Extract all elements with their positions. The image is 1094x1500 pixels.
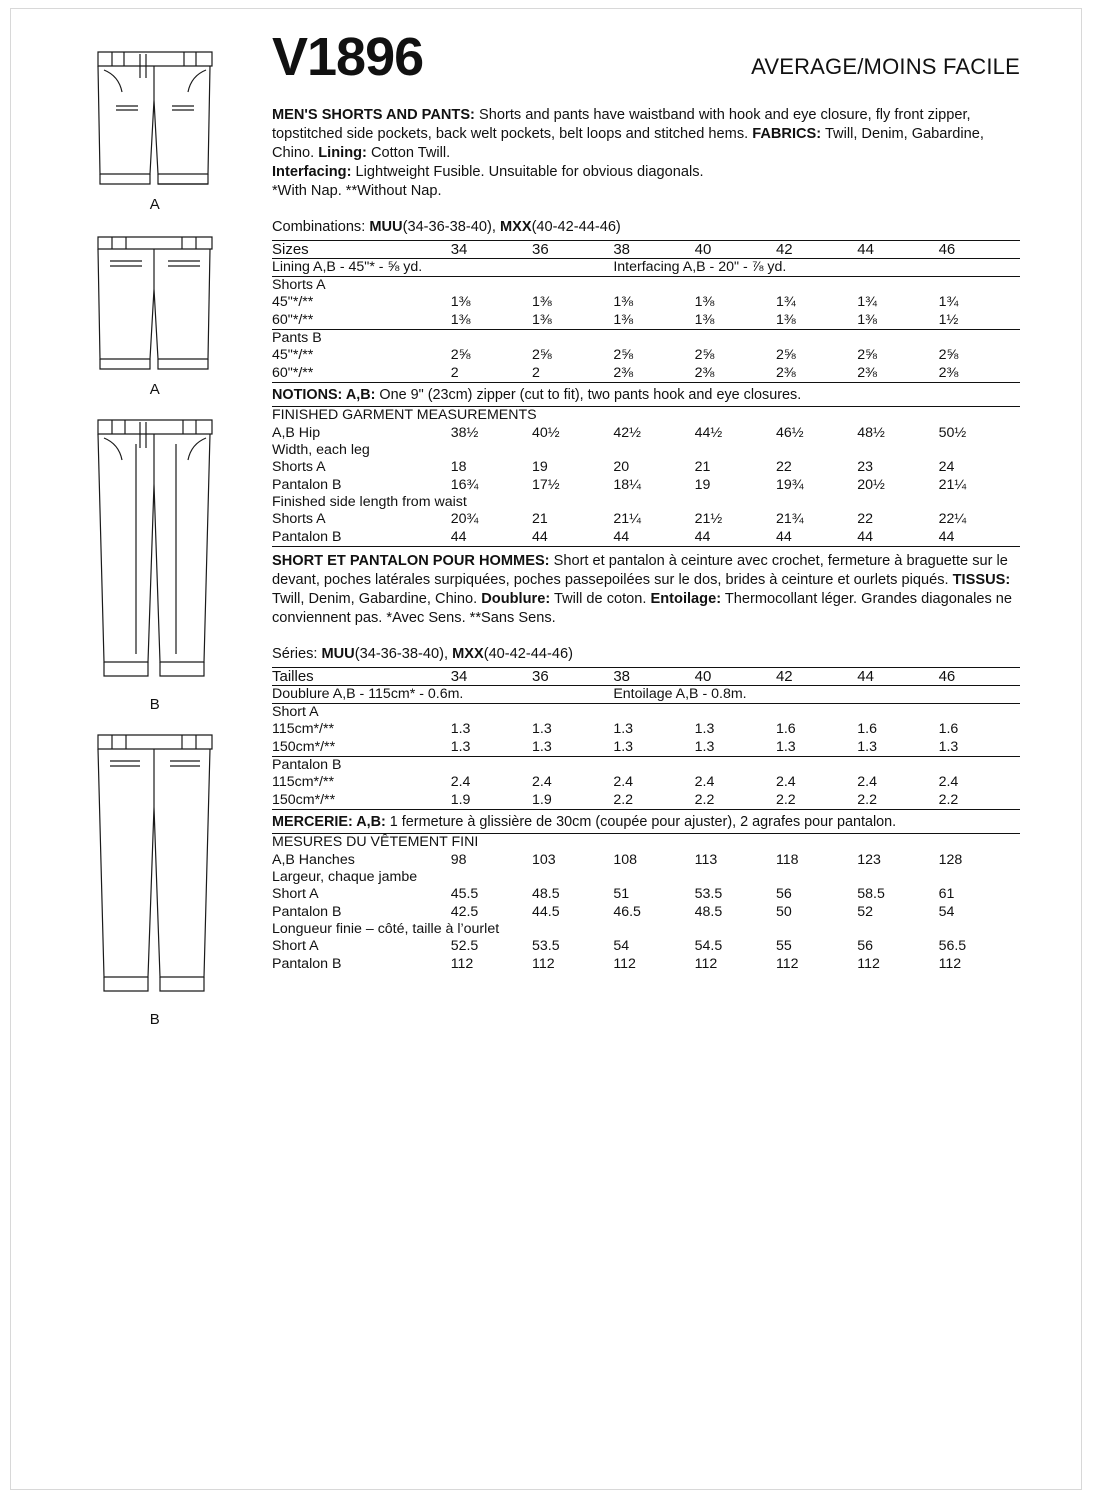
french-fin-6-v1: 112 — [532, 955, 555, 972]
table-row-lining-interfacing — [272, 258, 1020, 276]
french-g0-r1-v6: 1.3 — [938, 738, 959, 755]
english-interfacing-row: Interfacing A,B - 20" - ⅞ yd. — [613, 258, 1020, 276]
french-lining-label: Doublure: — [481, 590, 551, 607]
table-row-mesures-title — [272, 834, 1020, 852]
english-g0-r1-label: 60"*/** — [272, 311, 314, 328]
french-group-1-title: Pantalon B — [272, 757, 1020, 775]
english-g0-r0-v1: 1⅜ — [532, 294, 552, 311]
english-g0-r1-v5: 1⅜ — [857, 311, 877, 328]
french-g1-r1-label: 150cm*/** — [272, 792, 451, 810]
english-fin-5-v1: 21 — [532, 511, 548, 528]
english-g0-r1-v4: 1⅜ — [775, 311, 796, 328]
english-group-1-title: Pants B — [272, 330, 1020, 348]
english-fin-0-v1: 40½ — [532, 424, 560, 441]
english-g1-r1-v2: 2⅜ — [613, 365, 694, 383]
french-fin-5-v6: 56.5 — [938, 938, 967, 955]
french-group-0-title: Short A — [272, 704, 1020, 722]
french-series — [272, 645, 1020, 664]
english-interfacing-body: Lightweight Fusible. Unsuitable for obvious diagonals. — [351, 163, 704, 180]
english-fin-0-v3: 44½ — [694, 424, 723, 441]
french-g0-r0-v3: 1.3 — [694, 721, 715, 738]
french-g0-r0-v5: 1.6 — [857, 721, 877, 738]
table-row — [272, 425, 1020, 442]
illustration-label: B — [149, 1011, 161, 1028]
table-row-short-a-title — [272, 704, 1020, 722]
french-fin-5-v5: 56 — [857, 938, 874, 955]
french-fin-0-label: A,B Hanches — [272, 851, 355, 868]
english-g0-r0-v5: 1¾ — [857, 294, 877, 311]
table-row — [272, 294, 1020, 311]
english-fin-0-v4: 46½ — [775, 424, 804, 441]
english-fin-6-v6: 44 — [939, 529, 1020, 547]
table-row — [272, 442, 1020, 459]
pants-back-line-drawing — [80, 719, 230, 1009]
french-fin-3-v4: 50 — [775, 903, 792, 920]
english-fin-3-v4: 19¾ — [775, 476, 804, 493]
french-fin-2-label: Short A — [272, 886, 319, 903]
english-g0-r1-v1: 1⅜ — [532, 311, 552, 328]
table-row — [272, 869, 1020, 886]
english-fin-0-v6: 50½ — [938, 424, 967, 441]
table-row — [272, 312, 1020, 330]
english-fin-2-label: Shorts A — [272, 459, 326, 476]
table-row — [272, 511, 1020, 528]
french-fabrics-label: TISSUS: — [952, 571, 1011, 588]
french-fin-6-v0: 112 — [450, 955, 474, 972]
illustration-shorts-a-back — [60, 219, 250, 398]
size-col-3: 40 — [695, 240, 776, 258]
english-interfacing-label: Interfacing: — [272, 163, 352, 180]
english-fin-2-v5: 23 — [857, 459, 874, 476]
table-row-pantalon-b-title — [272, 757, 1020, 775]
table-row — [272, 347, 1020, 364]
english-fin-6-v2: 44 — [613, 529, 694, 547]
size-col-2: 38 — [613, 240, 694, 258]
english-notions-label: NOTIONS: A,B: — [272, 387, 376, 403]
series-label: Séries: — [272, 645, 322, 662]
table-row — [272, 886, 1020, 903]
french-g1-r1-v1: 1.9 — [532, 792, 613, 810]
french-fin-6-v5: 112 — [857, 955, 880, 972]
shorts-back-line-drawing — [80, 219, 230, 379]
french-fin-6-v3: 112 — [694, 955, 718, 972]
french-fin-0-v1: 103 — [532, 851, 556, 868]
english-g1-r0-v6: 2⅝ — [938, 347, 959, 364]
fr-size-col-5: 44 — [857, 667, 938, 685]
series-mxx-sizes: (40-42-44-46) — [483, 645, 573, 662]
english-g1-r0-v5: 2⅝ — [857, 347, 877, 364]
english-fin-5-v3: 21½ — [694, 511, 723, 528]
english-fin-3-v0: 16¾ — [450, 476, 479, 493]
english-combinations — [272, 218, 1020, 237]
english-fin-5-v5: 22 — [857, 511, 874, 528]
english-fin-5-v0: 20¾ — [450, 511, 479, 528]
french-description — [272, 552, 1020, 628]
french-fin-3-v3: 48.5 — [694, 903, 723, 920]
english-fin-2-v1: 19 — [532, 459, 548, 476]
french-fin-1-label: Largeur, chaque jambe — [272, 869, 418, 886]
french-fin-6-v2: 112 — [613, 955, 636, 972]
english-description-body: Shorts and pants have waistband with hook and eye closure, fly front zipper, topstitched side pockets, back welt pockets, belt loops and stitched hems. — [272, 107, 971, 142]
table-row-shorts-a-title — [272, 277, 1020, 295]
fr-size-col-0: 34 — [451, 667, 532, 685]
english-group-0-title: Shorts A — [272, 277, 1020, 295]
french-g1-r0-v5: 2.4 — [857, 774, 877, 791]
english-fin-6-label: Pantalon B — [272, 529, 451, 547]
english-fin-5-v4: 21¾ — [775, 511, 804, 528]
english-nap-note: *With Nap. **Without Nap. — [272, 182, 442, 199]
french-fin-6-v4: 112 — [775, 955, 799, 972]
english-notions-body: One 9" (23cm) zipper (cut to fit), two pants hook and eye closures. — [375, 387, 802, 403]
french-g0-r0-v4: 1.6 — [775, 721, 796, 738]
english-fin-6-v1: 44 — [532, 529, 613, 547]
size-col-0: 34 — [451, 240, 532, 258]
french-fin-3-v5: 52 — [857, 903, 874, 920]
english-lining-label: Lining: — [318, 144, 367, 161]
table-row — [272, 721, 1020, 738]
french-g0-r1-v0: 1.3 — [450, 738, 471, 755]
english-description — [272, 106, 1020, 201]
english-g1-r1-v3: 2⅜ — [695, 365, 776, 383]
illustration-column — [60, 34, 250, 1034]
french-description-title: SHORT ET PANTALON POUR HOMMES: — [272, 552, 550, 569]
page-title: V1896 — [272, 27, 424, 87]
fr-size-col-6: 46 — [939, 667, 1020, 685]
english-fin-5-v6: 22¼ — [938, 511, 967, 528]
table-row — [272, 921, 1020, 938]
english-g0-r1-v3: 1⅜ — [694, 311, 715, 328]
french-g1-r0-v4: 2.4 — [775, 774, 796, 791]
fr-size-col-4: 42 — [776, 667, 857, 685]
english-fin-2-v3: 21 — [694, 459, 711, 476]
french-lining-row: Doublure A,B - 115cm* - 0.6m. — [272, 685, 613, 703]
table-row-finished-title — [272, 407, 1020, 425]
table-row-doublure-entoilage — [272, 685, 1020, 703]
french-finished-title: MESURES DU VÊTEMENT FINI — [272, 834, 1020, 852]
english-fin-3-v3: 19 — [694, 476, 711, 493]
size-col-4: 42 — [776, 240, 857, 258]
table-row — [272, 852, 1020, 869]
french-g1-r0-v1: 2.4 — [532, 774, 552, 791]
french-fin-0-v0: 98 — [450, 851, 467, 868]
table-row — [272, 494, 1020, 511]
english-g1-r1-label: 60"*/** — [272, 365, 451, 383]
english-notions — [272, 386, 1020, 404]
french-fin-5-v4: 55 — [775, 938, 792, 955]
english-g1-r1-v5: 2⅜ — [857, 365, 938, 383]
english-g0-r0-v3: 1⅜ — [694, 294, 715, 311]
english-fabrics-label: FABRICS: — [752, 125, 822, 142]
english-g1-r0-label: 45"*/** — [272, 347, 314, 364]
french-g1-r0-v6: 2.4 — [938, 774, 959, 791]
english-g1-r1-v1: 2 — [532, 365, 613, 383]
english-g1-r1-v4: 2⅜ — [776, 365, 857, 383]
english-fin-4-label: Finished side length from waist — [272, 494, 467, 510]
fr-size-col-1: 36 — [532, 667, 613, 685]
french-notions-body: 1 fermeture à glissière de 30cm (coupée pour ajuster), 2 agrafes pour pantalon. — [385, 813, 897, 830]
table-row — [272, 904, 1020, 921]
english-fin-6-v0: 44 — [451, 529, 532, 547]
french-interfacing-label: Entoilage: — [650, 590, 722, 607]
french-fin-5-v2: 54 — [613, 938, 630, 955]
english-g0-r0-v4: 1¾ — [775, 294, 796, 311]
french-finished-measurements-table — [272, 833, 1020, 973]
english-fin-3-label: Pantalon B — [272, 476, 342, 493]
series-muu-sizes: (34-36-38-40), — [354, 645, 453, 662]
english-g1-r0-v0: 2⅝ — [450, 347, 471, 364]
illustration-pants-b-front — [60, 404, 250, 713]
english-fin-2-v4: 22 — [775, 459, 792, 476]
french-g1-r0-label: 115cm*/** — [272, 774, 335, 791]
illustration-label: A — [149, 381, 161, 398]
english-fin-5-v2: 21¼ — [613, 511, 641, 528]
series-mxx: MXX — [452, 645, 484, 662]
french-g0-r0-v1: 1.3 — [532, 721, 552, 738]
french-g1-r0-v2: 2.4 — [613, 774, 634, 791]
english-fin-0-v2: 42½ — [613, 424, 641, 441]
tailles-header: Tailles — [272, 667, 451, 685]
french-g1-r1-v6: 2.2 — [939, 792, 1020, 810]
english-g1-r0-v4: 2⅝ — [775, 347, 796, 364]
english-fin-3-v2: 18¼ — [613, 476, 641, 493]
header-row — [272, 27, 1020, 87]
english-fin-2-v2: 20 — [613, 459, 630, 476]
french-fin-0-v4: 118 — [775, 851, 799, 868]
french-fin-2-v5: 58.5 — [857, 886, 885, 903]
english-lining-body: Cotton Twill. — [366, 144, 451, 161]
english-finished-measurements-table — [272, 406, 1020, 547]
french-g0-r1-v4: 1.3 — [775, 738, 796, 755]
french-g1-r1-v0: 1.9 — [451, 792, 532, 810]
table-row-pants-b-title — [272, 330, 1020, 348]
table-row — [272, 938, 1020, 955]
french-interfacing-body: Thermocollant léger. Grandes diagonales ne conviennent pas. *Avec Sens. **Sans Sens. — [272, 590, 1013, 626]
french-fin-3-label: Pantalon B — [272, 903, 342, 920]
french-g0-r0-v0: 1.3 — [450, 721, 471, 738]
size-col-5: 44 — [857, 240, 938, 258]
french-fin-5-label: Short A — [272, 938, 319, 955]
combinations-mxx: MXX — [499, 218, 532, 235]
english-yardage-table — [272, 240, 1020, 383]
english-finished-title: FINISHED GARMENT MEASUREMENTS — [272, 407, 1020, 425]
english-g0-r0-v2: 1⅜ — [613, 294, 634, 311]
illustration-shorts-a-front — [60, 34, 250, 213]
english-fin-3-v5: 20½ — [857, 476, 885, 493]
difficulty-label: AVERAGE/MOINS FACILE — [751, 54, 1020, 79]
pants-front-line-drawing — [80, 404, 230, 694]
series-muu: MUU — [321, 645, 355, 662]
english-fin-6-v4: 44 — [776, 529, 857, 547]
table-row — [272, 529, 1020, 547]
french-fin-3-v1: 44.5 — [532, 903, 560, 920]
french-g1-r0-v3: 2.4 — [694, 774, 715, 791]
illustration-label: A — [149, 196, 161, 213]
english-g1-r0-v3: 2⅝ — [694, 347, 715, 364]
french-g0-r1-v5: 1.3 — [857, 738, 877, 755]
french-g0-r1-label: 150cm*/** — [272, 738, 336, 755]
french-fin-3-v2: 46.5 — [613, 903, 641, 920]
english-fin-0-label: A,B Hip — [272, 424, 321, 441]
english-g0-r0-v0: 1⅜ — [450, 294, 471, 311]
french-fin-5-v3: 54.5 — [694, 938, 723, 955]
french-fin-0-v3: 113 — [694, 851, 718, 868]
shorts-front-line-drawing — [80, 34, 230, 194]
combinations-muu-sizes: (34-36-38-40), — [402, 218, 500, 235]
fr-size-col-3: 40 — [695, 667, 776, 685]
french-g1-r1-v4: 2.2 — [776, 792, 857, 810]
table-row — [272, 477, 1020, 494]
french-g1-r1-v5: 2.2 — [857, 792, 938, 810]
english-g1-r0-v1: 2⅝ — [532, 347, 552, 364]
table-row-sizes-header — [272, 240, 1020, 258]
english-g1-r1-v0: 2 — [451, 365, 532, 383]
french-fabrics-body: Twill, Denim, Gabardine, Chino. — [272, 590, 482, 607]
french-fin-2-v6: 61 — [938, 886, 955, 903]
french-g0-r1-v1: 1.3 — [532, 738, 552, 755]
french-notions — [272, 813, 1020, 831]
table-row — [272, 739, 1020, 757]
french-notions-label: MERCERIE: A,B: — [272, 813, 386, 830]
french-g0-r1-v2: 1.3 — [613, 738, 634, 755]
size-col-1: 36 — [532, 240, 613, 258]
english-fin-6-v5: 44 — [857, 529, 938, 547]
french-fin-5-v1: 53.5 — [532, 938, 560, 955]
sizes-header: Sizes — [272, 240, 451, 258]
content-column — [272, 27, 1020, 973]
french-fin-2-v3: 53.5 — [694, 886, 723, 903]
french-g0-r0-label: 115cm*/** — [272, 721, 335, 738]
english-fin-6-v3: 44 — [695, 529, 776, 547]
french-description-body: Short et pantalon à ceinture avec crochet, fermeture à braguette sur le devant, poches latérales surpiquées, poches passepoilées sur le dos, brides à ceinture et ourlets piqués. — [272, 552, 1008, 588]
french-fin-2-v1: 48.5 — [532, 886, 560, 903]
english-g0-r1-v0: 1⅜ — [450, 311, 471, 328]
combinations-label: Combinations: — [272, 218, 370, 235]
english-fin-0-v5: 48½ — [857, 424, 885, 441]
table-row — [272, 792, 1020, 810]
size-col-6: 46 — [939, 240, 1020, 258]
french-fin-6-v6: 112 — [938, 955, 962, 972]
french-g0-r0-v2: 1.3 — [613, 721, 634, 738]
french-fin-2-v2: 51 — [613, 886, 630, 903]
english-g0-r1-v6: 1½ — [938, 311, 959, 328]
english-fin-0-v0: 38½ — [450, 424, 479, 441]
english-g0-r0-v6: 1¾ — [938, 294, 959, 311]
french-interfacing-row: Entoilage A,B - 0.8m. — [613, 685, 1020, 703]
french-lining-body: Twill de coton. — [550, 590, 651, 607]
english-fin-5-label: Shorts A — [272, 511, 326, 528]
french-g1-r0-v0: 2.4 — [450, 774, 471, 791]
english-fin-2-v0: 18 — [450, 459, 467, 476]
english-fin-3-v1: 17½ — [532, 476, 560, 493]
illustration-label: B — [149, 696, 161, 713]
english-g0-r0-label: 45"*/** — [272, 294, 314, 311]
french-fin-0-v2: 108 — [613, 851, 637, 868]
french-fin-3-v6: 54 — [938, 903, 955, 920]
french-g1-r1-v2: 2.2 — [613, 792, 694, 810]
french-yardage-table — [272, 667, 1020, 810]
english-g1-r0-v2: 2⅝ — [613, 347, 634, 364]
english-fin-1-label: Width, each leg — [272, 442, 370, 459]
french-fin-5-v0: 52.5 — [450, 938, 479, 955]
table-row — [272, 365, 1020, 383]
french-fin-4-label: Longueur finie – côté, taille à l’ourlet — [272, 920, 500, 937]
french-g1-r1-v3: 2.2 — [695, 792, 776, 810]
french-fin-0-v5: 123 — [857, 851, 881, 868]
table-row — [272, 774, 1020, 791]
table-row-tailles-header — [272, 667, 1020, 685]
french-g0-r1-v3: 1.3 — [694, 738, 715, 755]
english-g0-r1-v2: 1⅜ — [613, 311, 634, 328]
french-fin-3-v0: 42.5 — [450, 903, 479, 920]
french-fin-2-v4: 56 — [775, 886, 792, 903]
table-row — [272, 459, 1020, 476]
table-row — [272, 956, 1020, 973]
english-g1-r1-v6: 2⅜ — [939, 365, 1020, 383]
english-fin-3-v6: 21¼ — [938, 476, 967, 493]
fr-size-col-2: 38 — [613, 667, 694, 685]
english-description-title: MEN'S SHORTS AND PANTS: — [272, 107, 475, 123]
french-g0-r0-v6: 1.6 — [938, 721, 959, 738]
french-fin-6-label: Pantalon B — [272, 955, 342, 972]
illustration-pants-b-back — [60, 719, 250, 1028]
english-fin-2-v6: 24 — [938, 459, 955, 476]
combinations-mxx-sizes: (40-42-44-46) — [531, 218, 621, 235]
english-fabrics-body: Twill, Denim, Gabardine, Chino. — [272, 125, 984, 161]
french-fin-0-v6: 128 — [938, 851, 963, 868]
french-fin-2-v0: 45.5 — [450, 886, 479, 903]
combinations-muu: MUU — [369, 218, 403, 235]
english-lining-row: Lining A,B - 45"* - ⅝ yd. — [272, 258, 613, 276]
